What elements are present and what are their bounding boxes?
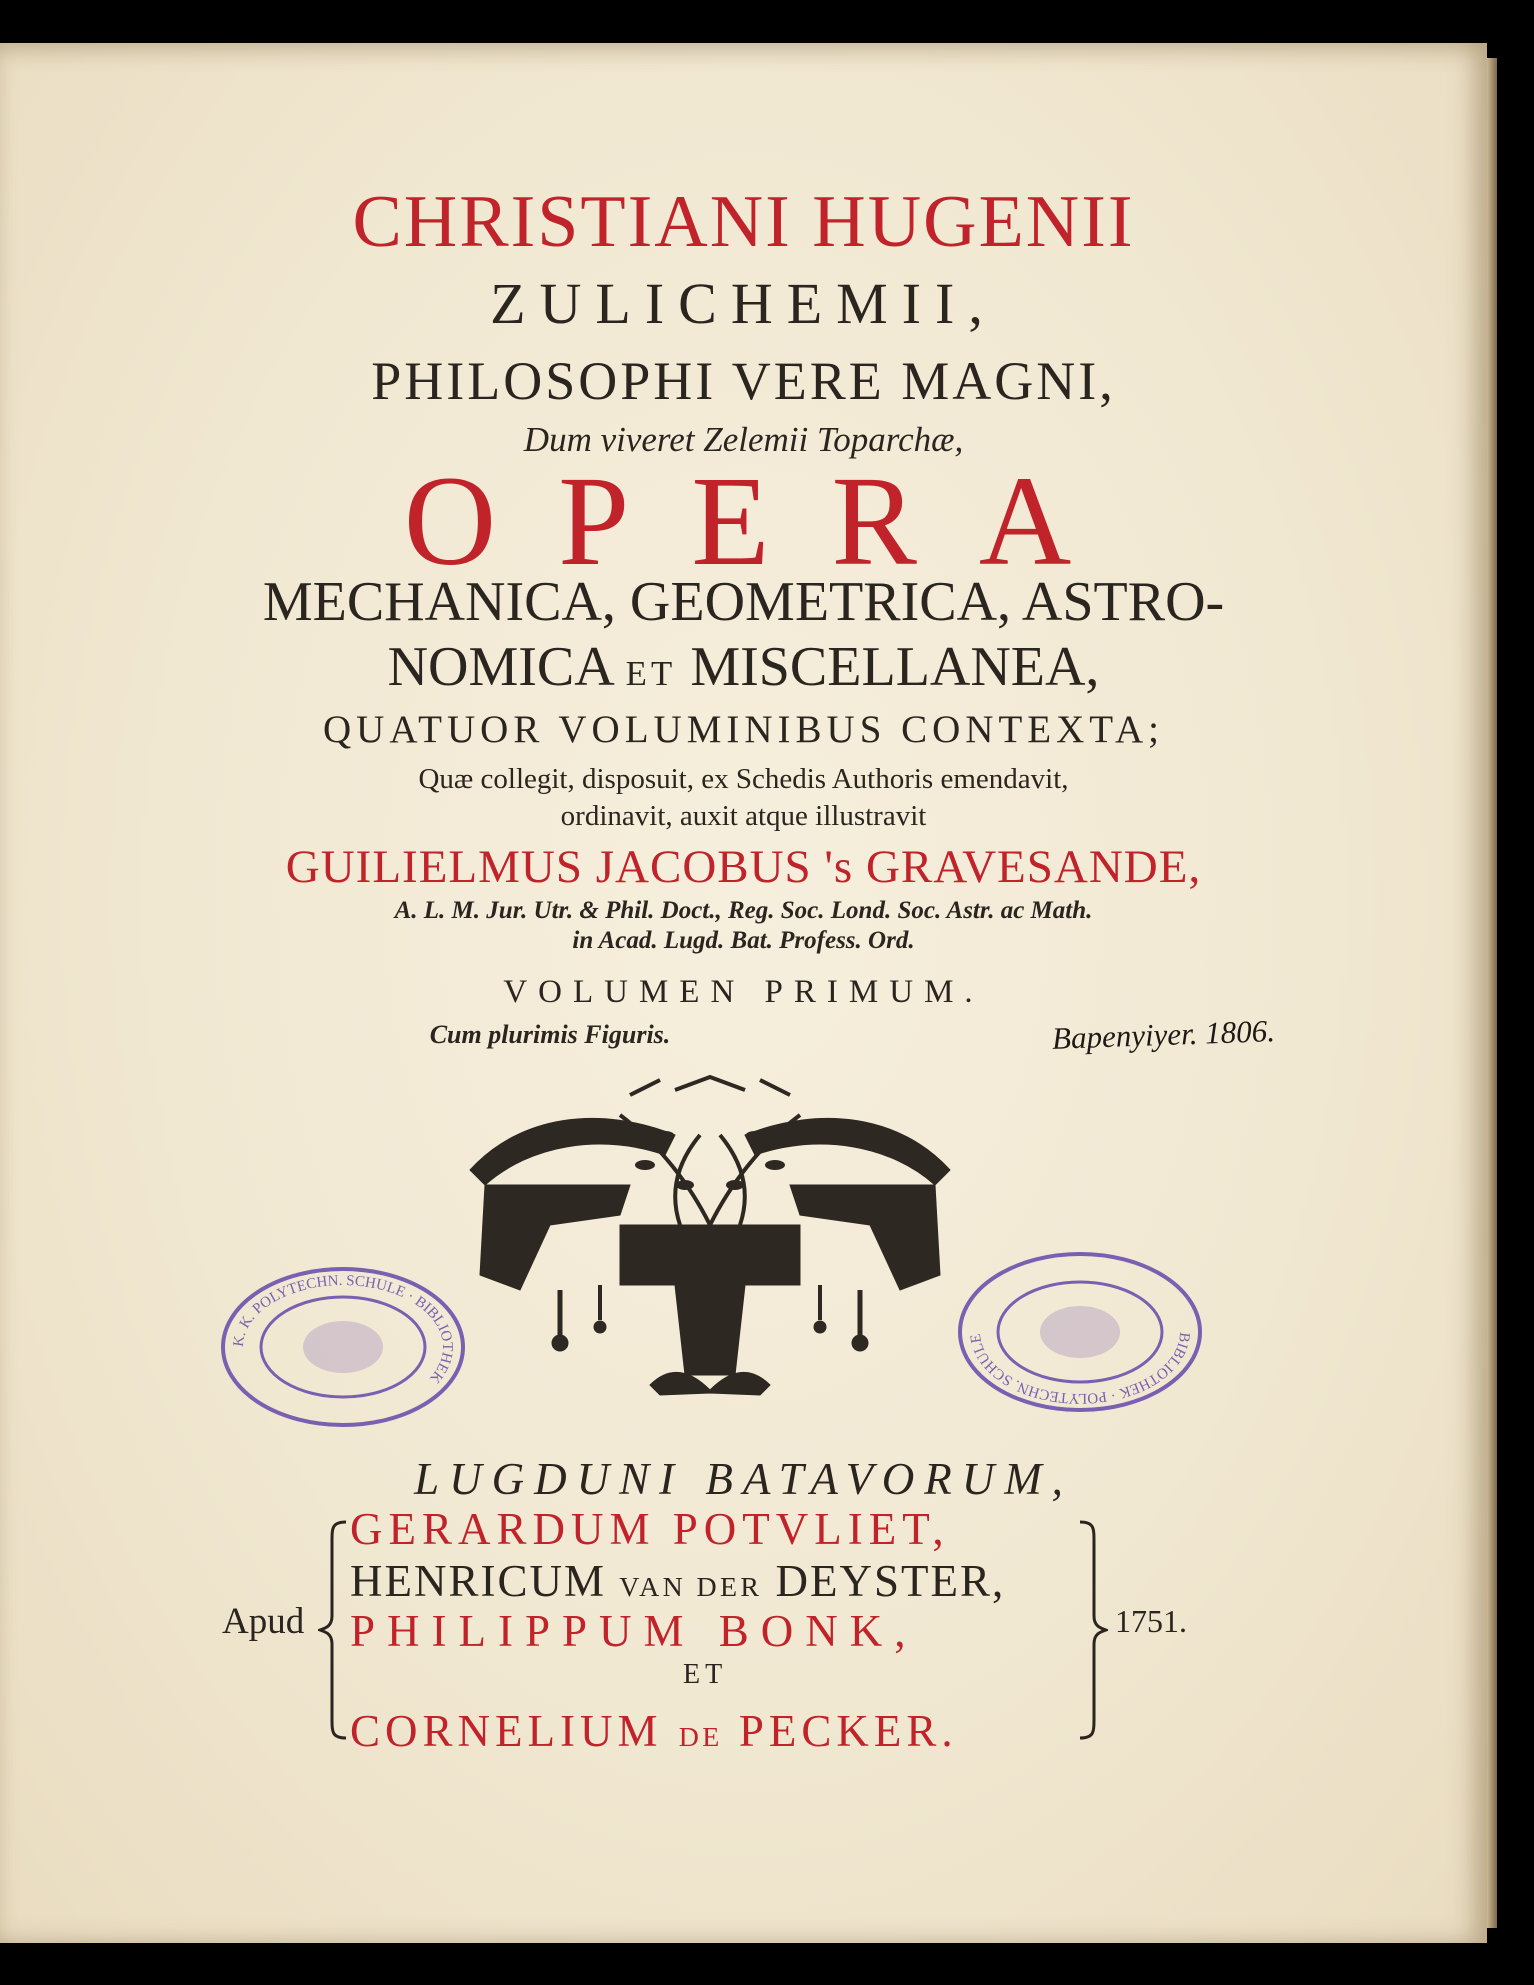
editor-titles-1: A. L. M. Jur. Utr. & Phil. Doct., Reg. Soc. Lond. Soc. Astr. ac Math. — [394, 897, 1093, 924]
ornament-leaf — [635, 1160, 655, 1170]
ornament-center-block — [620, 1225, 800, 1285]
publisher-et: ET — [683, 1659, 728, 1690]
author-title-italic: Dum viveret Zelemii Toparchæ, — [523, 420, 964, 459]
right-brace — [1076, 1518, 1108, 1743]
ornament-right-wing — [745, 1118, 950, 1185]
ornament-right-drape — [790, 1185, 940, 1290]
ornament-leaf — [726, 1180, 744, 1190]
publisher-deyster-last: DEYSTER, — [775, 1556, 1006, 1606]
handwritten-note: Bapenyiyer. 1806. — [1051, 1013, 1276, 1056]
subtitle-word-nomica: NOMICA — [387, 636, 612, 698]
ornament-base-scroll — [650, 1372, 770, 1395]
page-edge — [1487, 58, 1497, 1928]
publisher-pecker-last: PECKER. — [738, 1706, 958, 1756]
subtitle-line-1: MECHANICA, GEOMETRICA, ASTRO- — [262, 571, 1225, 633]
author-place: ZULICHEMII, — [490, 271, 997, 336]
publisher-pecker-particle: DE — [678, 1722, 723, 1753]
subtitle-word-et: ET — [625, 654, 677, 693]
author-name: CHRISTIANI HUGENII — [352, 181, 1135, 263]
subtitle-word-miscellanea: MISCELLANEA, — [690, 636, 1100, 698]
ornament-pillar — [675, 1285, 745, 1375]
publisher-deyster — [350, 1555, 1005, 1607]
stamp-left-text: K. K. POLYTECHN. SCHULE · BIBLIOTHEK — [230, 1272, 456, 1387]
publisher-pecker — [350, 1705, 958, 1757]
publisher-bonk: PHILIPPUM BONK, — [350, 1606, 918, 1656]
stamp-right-text: BIBLIOTHEK · POLYTECHN. SCHULE — [967, 1331, 1193, 1407]
volumes-description: QUATUOR VOLUMINIBUS CONTEXTA; — [323, 708, 1164, 751]
ornament-tassel-bead-1 — [552, 1335, 568, 1351]
ornament-leaf — [656, 1131, 674, 1139]
editor-name: GUILIELMUS JACOBUS 's GRAVESANDE, — [285, 841, 1202, 893]
imprint-apud: Apud — [222, 1601, 305, 1642]
ornament-leaf — [746, 1131, 764, 1139]
figures-note: Cum plurimis Figuris. — [429, 1020, 671, 1049]
editor-titles-2: in Acad. Lugd. Bat. Profess. Ord. — [572, 927, 915, 954]
ornament-foliage — [620, 1077, 800, 1225]
main-title: OPERA — [403, 450, 1134, 592]
publisher-deyster-first: HENRICUM — [350, 1556, 607, 1606]
ornament-left-drape — [480, 1185, 630, 1290]
ornament-tassel-bead-3 — [594, 1321, 606, 1333]
ornament-leaf — [765, 1160, 785, 1170]
publisher-deyster-particle: VAN DER — [619, 1572, 763, 1603]
ornament-leaf — [676, 1180, 694, 1190]
library-stamp-left — [218, 1265, 468, 1430]
editor-description-2: ordinavit, auxit atque illustravit — [560, 800, 927, 832]
printers-ornament — [460, 1075, 960, 1405]
author-epithet: PHILOSOPHI VERE MAGNI, — [371, 351, 1116, 411]
imprint-year: 1751. — [1115, 1603, 1187, 1639]
editor-description-1: Quæ collegit, disposuit, ex Schedis Authoris emendavit, — [418, 763, 1069, 795]
publisher-potvliet: GERARDUM POTVLIET, — [350, 1504, 950, 1554]
publisher-pecker-first: CORNELIUM — [350, 1706, 663, 1756]
volume-label: VOLUMEN PRIMUM. — [503, 974, 984, 1010]
ornament-tassel-bead-2 — [852, 1335, 868, 1351]
ornament-left-wing — [470, 1118, 675, 1185]
ornament-tassel-bead-4 — [814, 1321, 826, 1333]
library-stamp-right — [955, 1250, 1205, 1415]
imprint-place: LUGDUNI BATAVORUM, — [414, 1454, 1073, 1504]
subtitle-line-2 — [0, 635, 1487, 699]
left-brace — [318, 1518, 350, 1743]
